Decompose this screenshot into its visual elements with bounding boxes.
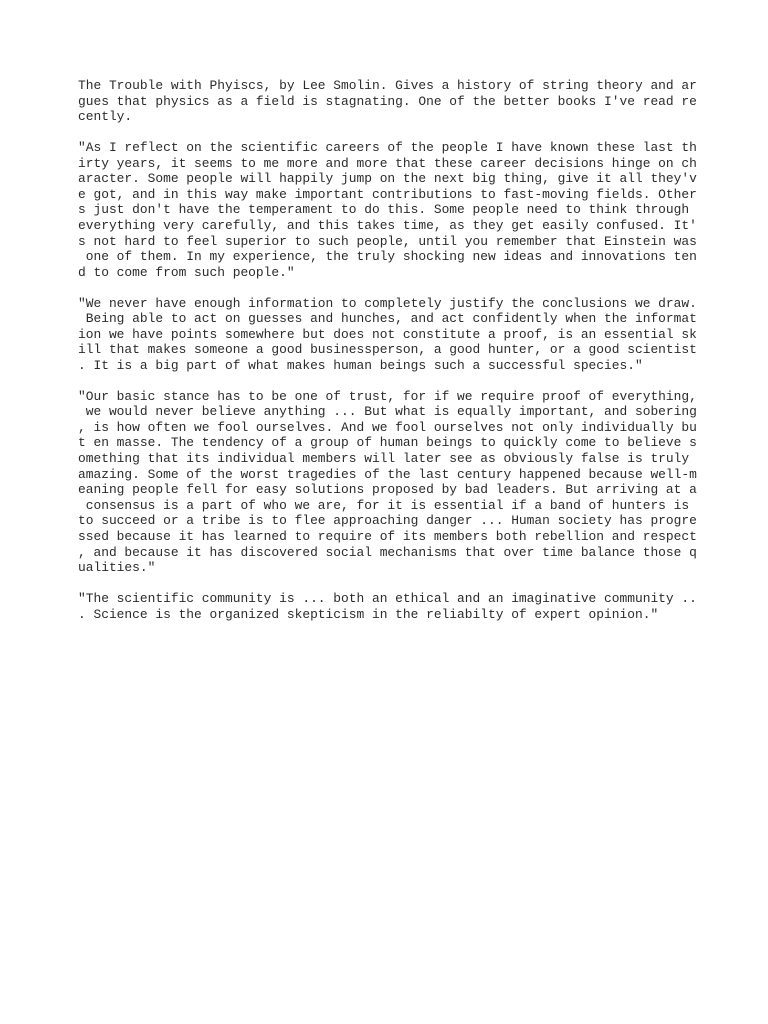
text-line: ill that makes someone a good businessperson, a good hunter, or a good scientist xyxy=(78,342,697,358)
text-line: cently. xyxy=(78,109,133,125)
text-line: eaning people fell for easy solutions proposed by bad leaders. But arriving at a xyxy=(78,482,697,498)
text-line: . It is a big part of what makes human beings such a successful species." xyxy=(78,357,643,373)
document-page xyxy=(78,78,708,637)
text-line: omething that its individual members will later see as obviously false is truly xyxy=(78,451,690,467)
text-line: , is how often we fool ourselves. And we fool ourselves not only individually bu xyxy=(78,419,697,435)
text-line: , and because it has discovered social mechanisms that over time balance those q xyxy=(78,544,697,560)
text-line: The Trouble with Phyiscs, by Lee Smolin. Gives a history of string theory and ar xyxy=(78,78,697,93)
text-line: ssed because it has learned to require of its members both rebellion and respect xyxy=(78,529,697,544)
paragraph-book-intro xyxy=(78,78,708,125)
text-line: we would never believe anything ... But what is equally important, and sobering xyxy=(78,404,697,420)
text-line: "The scientific community is ... both an ethical and an imaginative community .. xyxy=(78,590,697,606)
paragraph-quote-trust xyxy=(78,389,708,576)
paragraph-quote-information xyxy=(78,296,708,374)
text-line: e got, and in this way make important contributions to fast-moving fields. Other xyxy=(78,186,697,202)
text-line: . Science is the organized skepticism in the reliabilty of expert opinion." xyxy=(78,606,659,622)
text-line: irty years, it seems to me more and more that these career decisions hinge on ch xyxy=(78,155,697,171)
text-line: aracter. Some people will happily jump on the next big thing, give it all they'v xyxy=(78,171,697,187)
text-line: ualities." xyxy=(78,560,156,576)
text-line: t en masse. The tendency of a group of human beings to quickly come to believe s xyxy=(78,435,697,451)
text-line: ion we have points somewhere but does not constitute a proof, is an essential sk xyxy=(78,326,697,342)
text-line: to succeed or a tribe is to flee approaching danger ... Human society has progre xyxy=(78,513,697,529)
text-line: everything very carefully, and this takes time, as they get easily confused. It' xyxy=(78,217,697,233)
text-line: one of them. In my experience, the truly shocking new ideas and innovations ten xyxy=(78,249,697,265)
paragraph-quote-careers xyxy=(78,140,708,280)
text-line: consensus is a part of who we are, for it is essential if a band of hunters is xyxy=(78,497,690,513)
text-line: s just don't have the temperament to do this. Some people need to think through xyxy=(78,202,690,218)
paragraph-quote-community xyxy=(78,591,708,622)
text-line: s not hard to feel superior to such people, until you remember that Einstein was xyxy=(78,233,697,249)
text-line: d to come from such people." xyxy=(78,264,295,280)
text-line: "Our basic stance has to be one of trust, for if we require proof of everything, xyxy=(78,388,697,404)
text-line: amazing. Some of the worst tragedies of the last century happened because well-m xyxy=(78,466,697,482)
text-line: Being able to act on guesses and hunches, and act confidently when the informat xyxy=(78,311,697,327)
text-line: gues that physics as a field is stagnating. One of the better books I've read re xyxy=(78,93,697,109)
text-line: "As I reflect on the scientific careers of the people I have known these last th xyxy=(78,139,697,155)
text-line: "We never have enough information to completely justify the conclusions we draw. xyxy=(78,295,697,311)
